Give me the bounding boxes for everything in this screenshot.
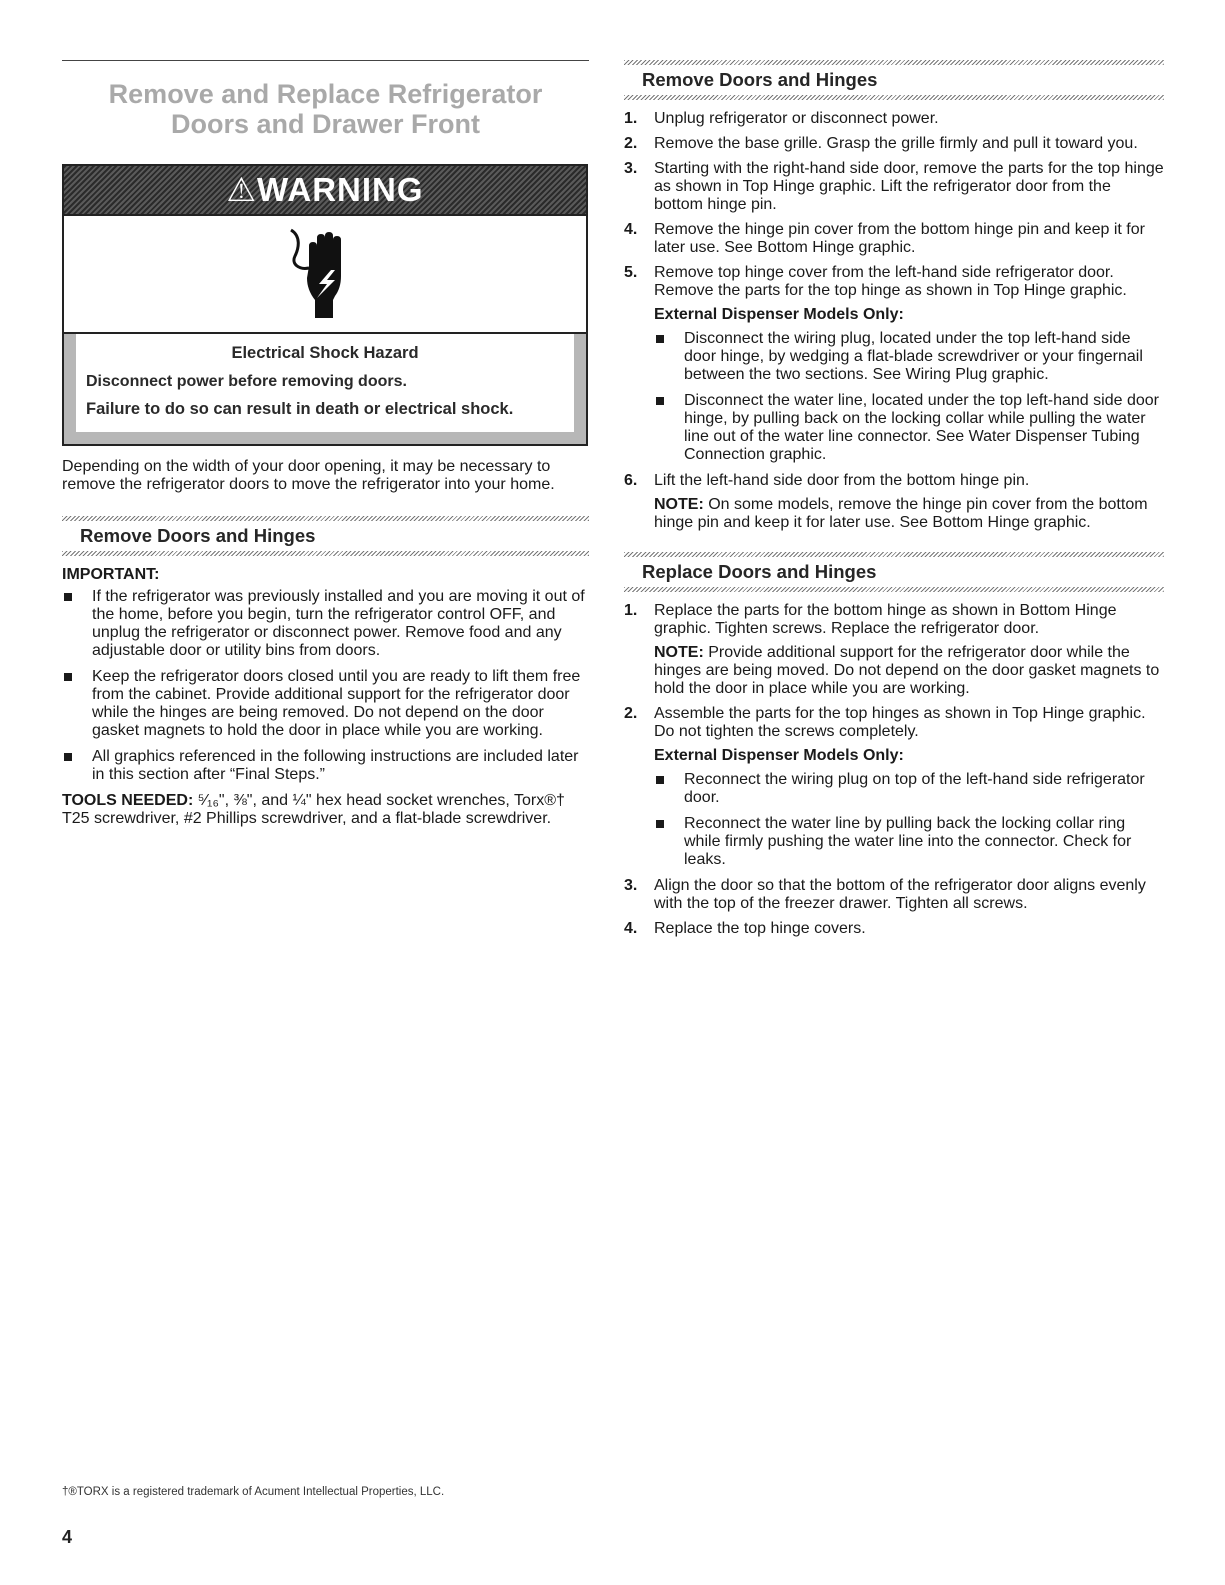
right-column (624, 60, 1164, 945)
left-section-title: Remove Doors and Hinges (80, 525, 316, 546)
remove-section-title: Remove Doors and Hinges (642, 69, 878, 90)
hazard-title: Electrical Shock Hazard (231, 344, 419, 362)
step-item (624, 110, 1164, 128)
page-number: 4 (62, 1527, 73, 1547)
note-text: Provide additional support for the refrigerator door while the hinges are being moved. Do not depend on the door gasket magnets to hold the door in place while you are working. (654, 644, 1160, 697)
external-dispenser-list (654, 330, 1164, 464)
tools-needed (62, 792, 589, 828)
replace-steps (624, 602, 1164, 938)
step-item (624, 264, 1164, 464)
step-number: 6. (624, 472, 638, 489)
trademark-footnote: †®TORX is a registered trademark of Acument Intellectual Properties, LLC. (62, 1486, 445, 1498)
list-item: All graphics referenced in the following instructions are included later in this section after “Final Steps.” (62, 748, 589, 784)
list-item: If the refrigerator was previously installed and you are moving it out of the home, before you begin, turn the refrigerator control OFF, and unplug the refrigerator or disconnect power. Remove food and any adjustable door or utility bins from doors. (62, 588, 589, 660)
step-text: Align the door so that the bottom of the refrigerator door aligns evenly with the top of the freezer drawer. Tighten all screws. (654, 877, 1146, 912)
hatch-divider (62, 516, 589, 521)
step-text: Starting with the right-hand side door, remove the parts for the top hinge as shown in Top Hinge graphic. Lift the refrigerator door from the bottom hinge pin. (654, 160, 1164, 213)
important-label: IMPORTANT: (62, 566, 160, 583)
remove-steps (624, 110, 1164, 532)
tools-text: ⁵⁄₁₆", ⅜", and ¼" hex head socket wrenches, Torx®† T25 screwdriver, #2 Phillips screwdriver, and a flat-blade screwdriver. (62, 792, 565, 827)
step-number: 4. (624, 920, 638, 937)
step-number: 2. (624, 135, 638, 152)
step-item (624, 705, 1164, 869)
step-number: 5. (624, 264, 638, 281)
step-number: 3. (624, 160, 638, 177)
step-item (624, 920, 1164, 938)
page-title (62, 79, 589, 139)
note-paragraph (654, 644, 1164, 698)
step-number: 3. (624, 877, 638, 894)
warning-icon-area (64, 214, 586, 334)
step-number: 1. (624, 602, 638, 619)
external-dispenser-list (654, 771, 1164, 869)
step-text: Unplug refrigerator or disconnect power. (654, 110, 939, 127)
step-text: Assemble the parts for the top hinges as shown in Top Hinge graphic. Do not tighten the screws completely. (654, 705, 1146, 740)
hatch-divider (624, 60, 1164, 65)
left-section-heading (62, 516, 589, 556)
warning-body (64, 334, 586, 444)
note-text: On some models, remove the hinge pin cover from the bottom hinge pin and keep it for later use. See Bottom Hinge graphic. (654, 496, 1148, 531)
warning-line-2: Failure to do so can result in death or electrical shock. (86, 400, 514, 418)
warning-line-1: Disconnect power before removing doors. (86, 373, 407, 390)
step-item (624, 472, 1164, 532)
electrical-shock-hand-icon (285, 226, 365, 322)
step-text: Remove the hinge pin cover from the bottom hinge pin and keep it for later use. See Bottom Hinge graphic. (654, 221, 1145, 256)
step-item (624, 221, 1164, 257)
step-text: Remove top hinge cover from the left-hand side refrigerator door. Remove the parts for the top hinge as shown in Top Hinge graphic. (654, 264, 1127, 299)
step-item (624, 160, 1164, 214)
list-item: Keep the refrigerator doors closed until you are ready to lift them free from the cabinet. Provide additional support for the refrigerator door while the hinges are being removed. Do not depend on the door gasket magnets to hold the door in place while you are working. (62, 668, 589, 740)
tools-label: TOOLS NEEDED: (62, 792, 194, 809)
note-label: NOTE: (654, 496, 704, 513)
step-item (624, 877, 1164, 913)
list-item: Reconnect the water line by pulling back the locking collar ring while firmly pushing the water line into the connector. Check for leaks. (654, 815, 1164, 869)
left-column (62, 60, 589, 844)
external-dispenser-label: External Dispenser Models Only: (654, 747, 904, 764)
remove-section-heading (624, 60, 1164, 100)
step-number: 1. (624, 110, 638, 127)
step-text: Replace the parts for the bottom hinge as shown in Bottom Hinge graphic. Tighten screws. Replace the refrigerator door. (654, 602, 1117, 637)
step-item (624, 135, 1164, 153)
top-rule (62, 60, 589, 61)
step-text: Remove the base grille. Grasp the grille firmly and pull it toward you. (654, 135, 1138, 152)
hatch-divider (62, 551, 589, 556)
hatch-divider (624, 552, 1164, 557)
note-paragraph (654, 496, 1164, 532)
list-item: Disconnect the water line, located under the top left-hand side door hinge, by pulling back on the locking collar while pulling the water line out of the water line connector. See Water Dispenser Tubing Connection graphic. (654, 392, 1164, 464)
step-item (624, 602, 1164, 698)
replace-section-heading (624, 552, 1164, 592)
list-item: Reconnect the wiring plug on top of the left-hand side refrigerator door. (654, 771, 1164, 807)
step-number: 4. (624, 221, 638, 238)
intro-paragraph: Depending on the width of your door opening, it may be necessary to remove the refrigerator doors to move the refrigerator into your home. (62, 458, 555, 493)
list-item: Disconnect the wiring plug, located under the top left-hand side door hinge, by wedging a flat-blade screwdriver or your fingernail between the two sections. See Wiring Plug graphic. (654, 330, 1164, 384)
step-text: Replace the top hinge covers. (654, 920, 866, 937)
replace-section-title: Replace Doors and Hinges (642, 561, 877, 582)
warning-box (62, 164, 588, 446)
step-text: Lift the left-hand side door from the bottom hinge pin. (654, 472, 1030, 489)
page-title-line-1: Remove and Replace Refrigerator (108, 79, 543, 109)
step-number: 2. (624, 705, 638, 722)
important-list (62, 588, 589, 784)
warning-heading: ⚠WARNING (64, 166, 586, 214)
note-label: NOTE: (654, 644, 704, 661)
hatch-divider (624, 587, 1164, 592)
hatch-divider (624, 95, 1164, 100)
page-title-line-2: Doors and Drawer Front (170, 109, 481, 139)
external-dispenser-label: External Dispenser Models Only: (654, 306, 904, 323)
